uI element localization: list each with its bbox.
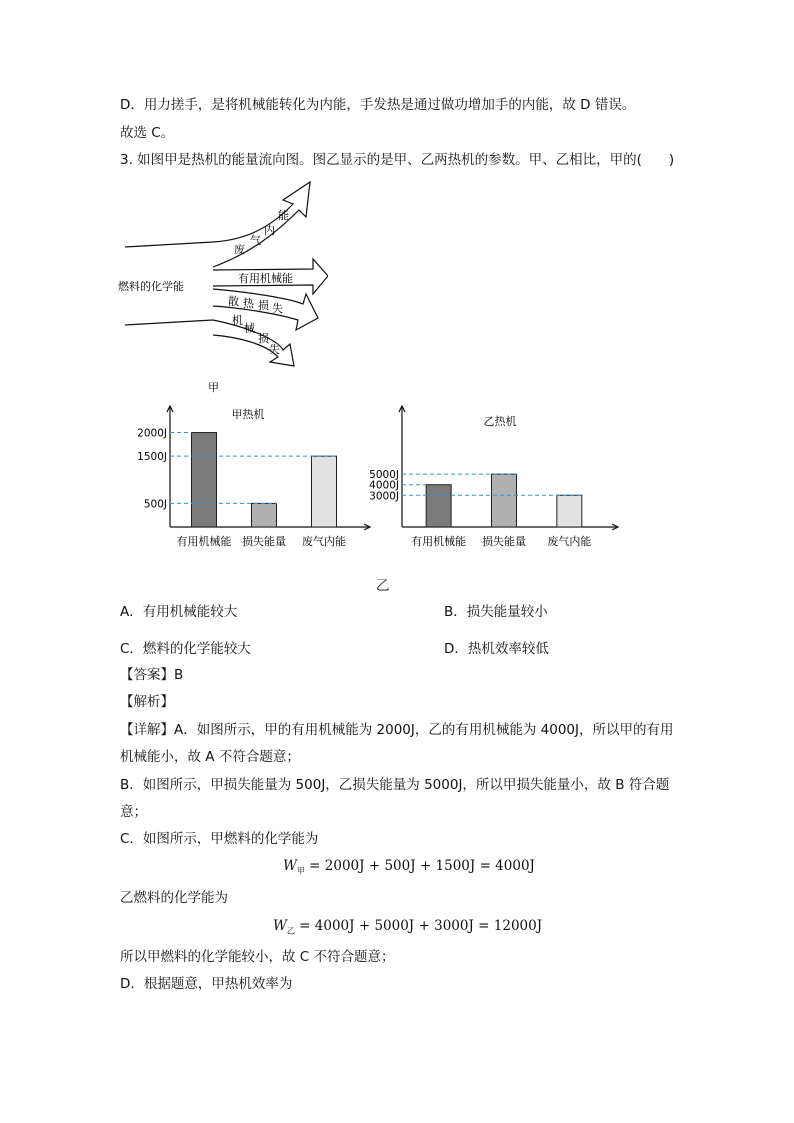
text-line: D．根据题意，甲热机效率为 xyxy=(120,976,293,992)
flow-mech-loss-char: 机 xyxy=(232,314,243,327)
question-stem: 3. 如图甲是热机的能量流向图。图乙显示的是甲、乙两热机的参数。甲、乙相比，甲的( ) xyxy=(120,152,675,168)
formula-yi xyxy=(273,918,542,937)
option-a: A．有用机械能较大 xyxy=(120,604,238,620)
y-tick-label: 1500J xyxy=(137,451,167,464)
answer-line: 【答案】B xyxy=(120,667,184,683)
formula-symbol: W xyxy=(283,858,297,874)
flow-exhaust-char: 内 xyxy=(264,224,275,237)
option-c: C．燃料的化学能较大 xyxy=(120,641,251,657)
bar xyxy=(192,433,217,527)
flow-useful-label: 有用机械能 xyxy=(238,272,293,285)
bar xyxy=(252,503,277,527)
text-line: 乙燃料的化学能为 xyxy=(120,890,228,906)
bar-chart-jia xyxy=(118,402,380,554)
y-tick-label: 4000J xyxy=(369,479,399,492)
formula-subscript: 乙 xyxy=(286,926,295,936)
formula-symbol: W xyxy=(273,918,287,934)
flow-heat-loss-char: 失 xyxy=(272,302,283,315)
x-tick-label: 有用机械能 xyxy=(176,535,232,548)
x-tick-label: 损失能量 xyxy=(482,535,526,548)
flow-heat-loss-char: 散 xyxy=(228,295,239,308)
bar xyxy=(557,495,582,527)
option-b: B．损失能量较小 xyxy=(444,604,548,620)
formula-jia xyxy=(283,858,535,877)
analysis-title: 【解析】 xyxy=(120,694,174,710)
flow-source-label: 燃料的化学能 xyxy=(118,280,184,293)
formula-subscript: 甲 xyxy=(296,866,305,876)
formula-expression: = 2000J + 500J + 1500J = 4000J xyxy=(304,858,535,874)
flow-mech-loss-char: 损 xyxy=(258,332,269,345)
text-line: D．用力搓手，是将机械能转化为内能，手发热是通过做功增加手的内能，故 D 错误。 xyxy=(120,97,636,113)
formula-expression: = 4000J + 5000J + 3000J = 12000J xyxy=(294,918,543,934)
text-line: B．如图所示，甲损失能量为 500J，乙损失能量为 5000J，所以甲损失能量小，故 B 符合题 xyxy=(120,777,670,793)
x-tick-label: 损失能量 xyxy=(242,535,286,548)
chart-title: 甲热机 xyxy=(231,408,265,421)
flow-exhaust-char: 能 xyxy=(278,209,289,222)
y-tick-label: 5000J xyxy=(369,469,399,482)
y-tick-label: 3000J xyxy=(369,490,399,503)
x-tick-label: 有用机械能 xyxy=(411,535,467,548)
option-d: D．热机效率较低 xyxy=(444,641,549,657)
bar xyxy=(492,474,517,527)
flow-heat-loss-char: 热 xyxy=(243,297,254,310)
y-tick-label: 500J xyxy=(143,498,167,511)
flow-heat-loss-char: 损 xyxy=(258,299,269,312)
text-line: 意； xyxy=(120,804,147,820)
bar xyxy=(312,456,337,527)
flow-caption: 甲 xyxy=(208,381,219,394)
flow-exhaust-char: 气 xyxy=(250,234,261,247)
text-line: 【详解】A．如图所示，甲的有用机械能为 2000J，乙的有用机械能为 4000J，所以甲的有用 xyxy=(120,722,674,738)
text-line: 机械能小，故 A 不符合题意； xyxy=(120,749,300,765)
chart-title: 乙热机 xyxy=(483,415,517,428)
energy-flow-diagram xyxy=(118,172,328,397)
y-tick-label: 2000J xyxy=(137,427,167,440)
bar xyxy=(426,485,451,527)
text-line: 所以甲燃料的化学能较小，故 C 不符合题意； xyxy=(120,949,395,965)
flow-mech-loss-char: 失 xyxy=(269,343,280,356)
flow-mech-loss-char: 械 xyxy=(244,322,255,335)
text-line: C．如图所示，甲燃料的化学能为 xyxy=(120,831,319,847)
flow-exhaust-char: 废 xyxy=(234,243,245,256)
bar-chart-yi xyxy=(362,402,624,554)
x-tick-label: 废气内能 xyxy=(547,535,592,548)
text-line: 故选 C。 xyxy=(120,125,175,141)
figure-caption: 乙 xyxy=(376,578,390,594)
x-tick-label: 废气内能 xyxy=(302,535,346,548)
